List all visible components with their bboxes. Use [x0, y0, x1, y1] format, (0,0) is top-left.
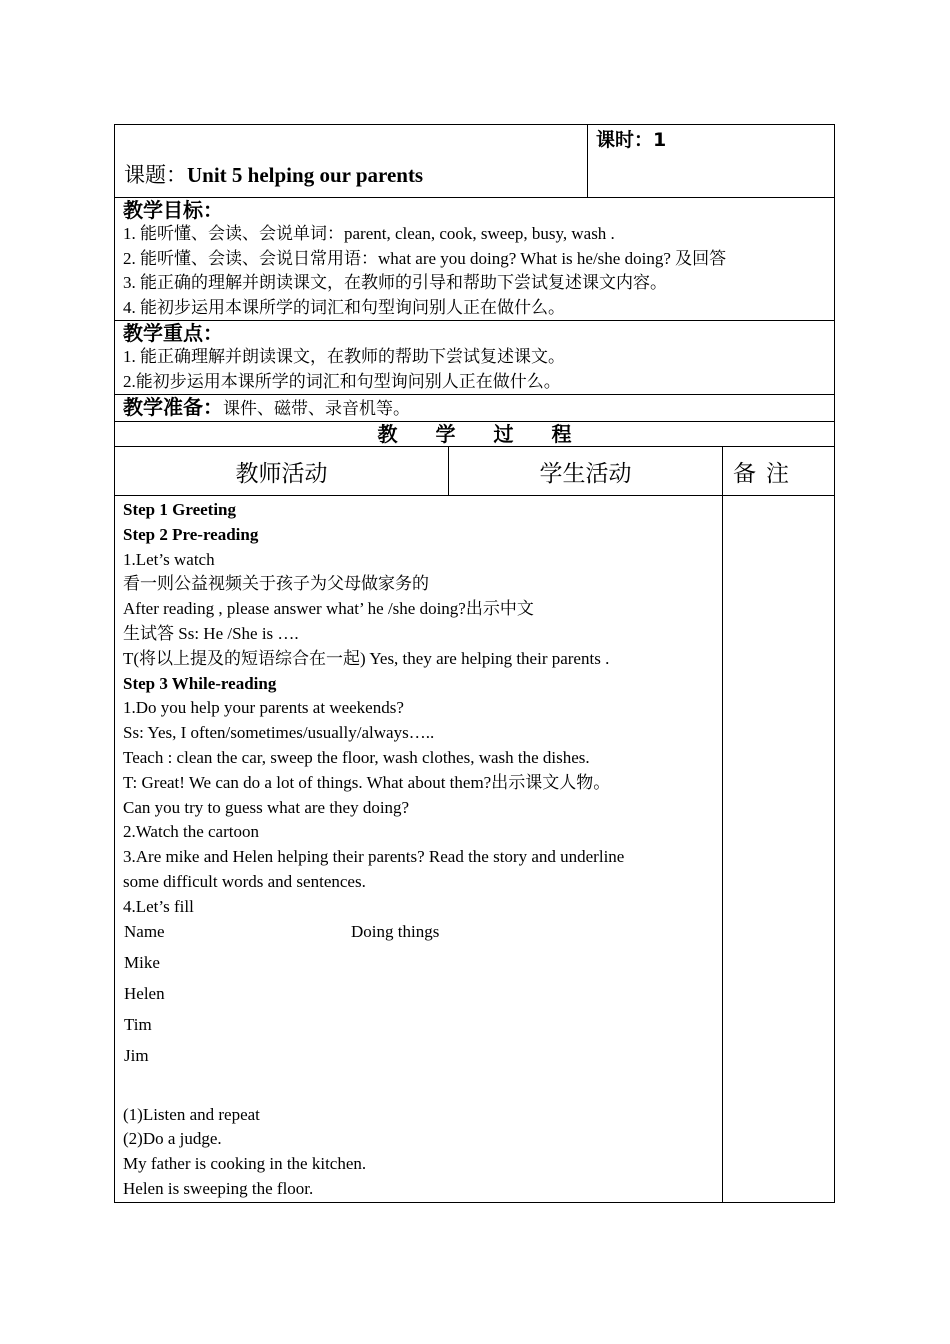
content-line: Teach : clean the car, sweep the floor, wash clothes, wash the dishes. [123, 747, 590, 767]
process-title-cell [115, 422, 835, 447]
fill-table [123, 922, 439, 1077]
key-points-heading: 教学重点： [123, 321, 223, 345]
preparation-section [115, 395, 835, 422]
content-line: 4.Let’s fill [123, 896, 194, 916]
content-line: 看一则公益视频关于孩子为父母做家务的 [123, 574, 429, 594]
content-line: Ss: Yes, I often/sometimes/usually/always….. [123, 723, 435, 743]
key-points-section [115, 321, 835, 395]
notes-header: 备注 [723, 447, 835, 496]
content-line: 生试答 Ss: He /She is …. [123, 623, 299, 643]
preparation-heading: 教学准备： [123, 395, 223, 419]
lesson-title: Unit 5 helping our parents [187, 163, 424, 187]
spacer [123, 1077, 714, 1103]
content-line: T(将以上提及的短语综合在一起) Yes, they are helping their parents . [123, 648, 610, 668]
content-line: 2.Watch the cartoon [123, 822, 259, 842]
fill-table-blank [350, 1046, 439, 1077]
fill-table-blank [350, 1015, 439, 1046]
objectives-section [115, 198, 835, 321]
content-line: 1.Let’s watch [123, 549, 215, 569]
objective-item: 2. 能听懂、会读、会说日常用语：what are you doing? What is he/she doing? 及回答 [123, 248, 727, 268]
step-heading: Step 2 Pre-reading [123, 524, 259, 544]
key-point-item: 2.能初步运用本课所学的词汇和句型询问别人正在做什么。 [123, 371, 561, 391]
fill-table-header-doing: Doing things [351, 921, 440, 941]
content-line: (1)Listen and repeat [123, 1104, 260, 1124]
fill-table-name: Helen [124, 983, 165, 1003]
step-heading: Step 1 Greeting [123, 500, 237, 519]
key-point-item: 1. 能正确理解并朗读课文，在教师的帮助下尝试复述课文。 [123, 347, 565, 366]
title-label: 课题： [124, 163, 187, 187]
content-line: some difficult words and sentences. [123, 871, 366, 891]
fill-table-header-name: Name [124, 921, 165, 941]
notes-content [723, 496, 835, 1203]
content-line: (2)Do a judge. [123, 1129, 222, 1149]
fill-table-blank [350, 953, 439, 984]
process-title: 教学过程 [377, 422, 610, 446]
lesson-time: 课时：1 [588, 125, 835, 198]
fill-table-name: Tim [124, 1014, 152, 1034]
lesson-title-cell [115, 125, 588, 198]
fill-table-name: Jim [124, 1045, 149, 1065]
teacher-activity-header: 教师活动 [115, 447, 449, 496]
objective-item: 3. 能正确的理解并朗读课文，在教师的引导和帮助下尝试复述课文内容。 [123, 273, 667, 292]
content-line: 1.Do you help your parents at weekends? [123, 698, 404, 718]
objectives-heading: 教学目标： [123, 198, 223, 222]
content-line: Can you try to guess what are they doing? [123, 797, 410, 817]
preparation-text: 课件、磁带、录音机等。 [223, 399, 410, 418]
content-line: My father is cooking in the kitchen. [123, 1154, 367, 1174]
content-line: After reading , please answer what’ he /she doing?出示中文 [123, 599, 534, 619]
activities-content [115, 496, 723, 1203]
step-heading: Step 3 While-reading [123, 673, 277, 693]
fill-table-name: Mike [124, 952, 160, 972]
content-line: T: Great! We can do a lot of things. What about them?出示课文人物。 [123, 772, 611, 792]
objective-item: 4. 能初步运用本课所学的词汇和句型询问别人正在做什么。 [123, 297, 565, 317]
content-line: 3.Are mike and Helen helping their parents? Read the story and underline [123, 847, 625, 867]
objective-item: 1. 能听懂、会读、会说单词：parent, clean, cook, sweep, busy, wash . [123, 224, 615, 243]
content-line: Helen is sweeping the floor. [123, 1178, 314, 1198]
lesson-plan-table [114, 124, 835, 1203]
fill-table-blank [350, 984, 439, 1015]
student-activity-header: 学生活动 [449, 447, 723, 496]
